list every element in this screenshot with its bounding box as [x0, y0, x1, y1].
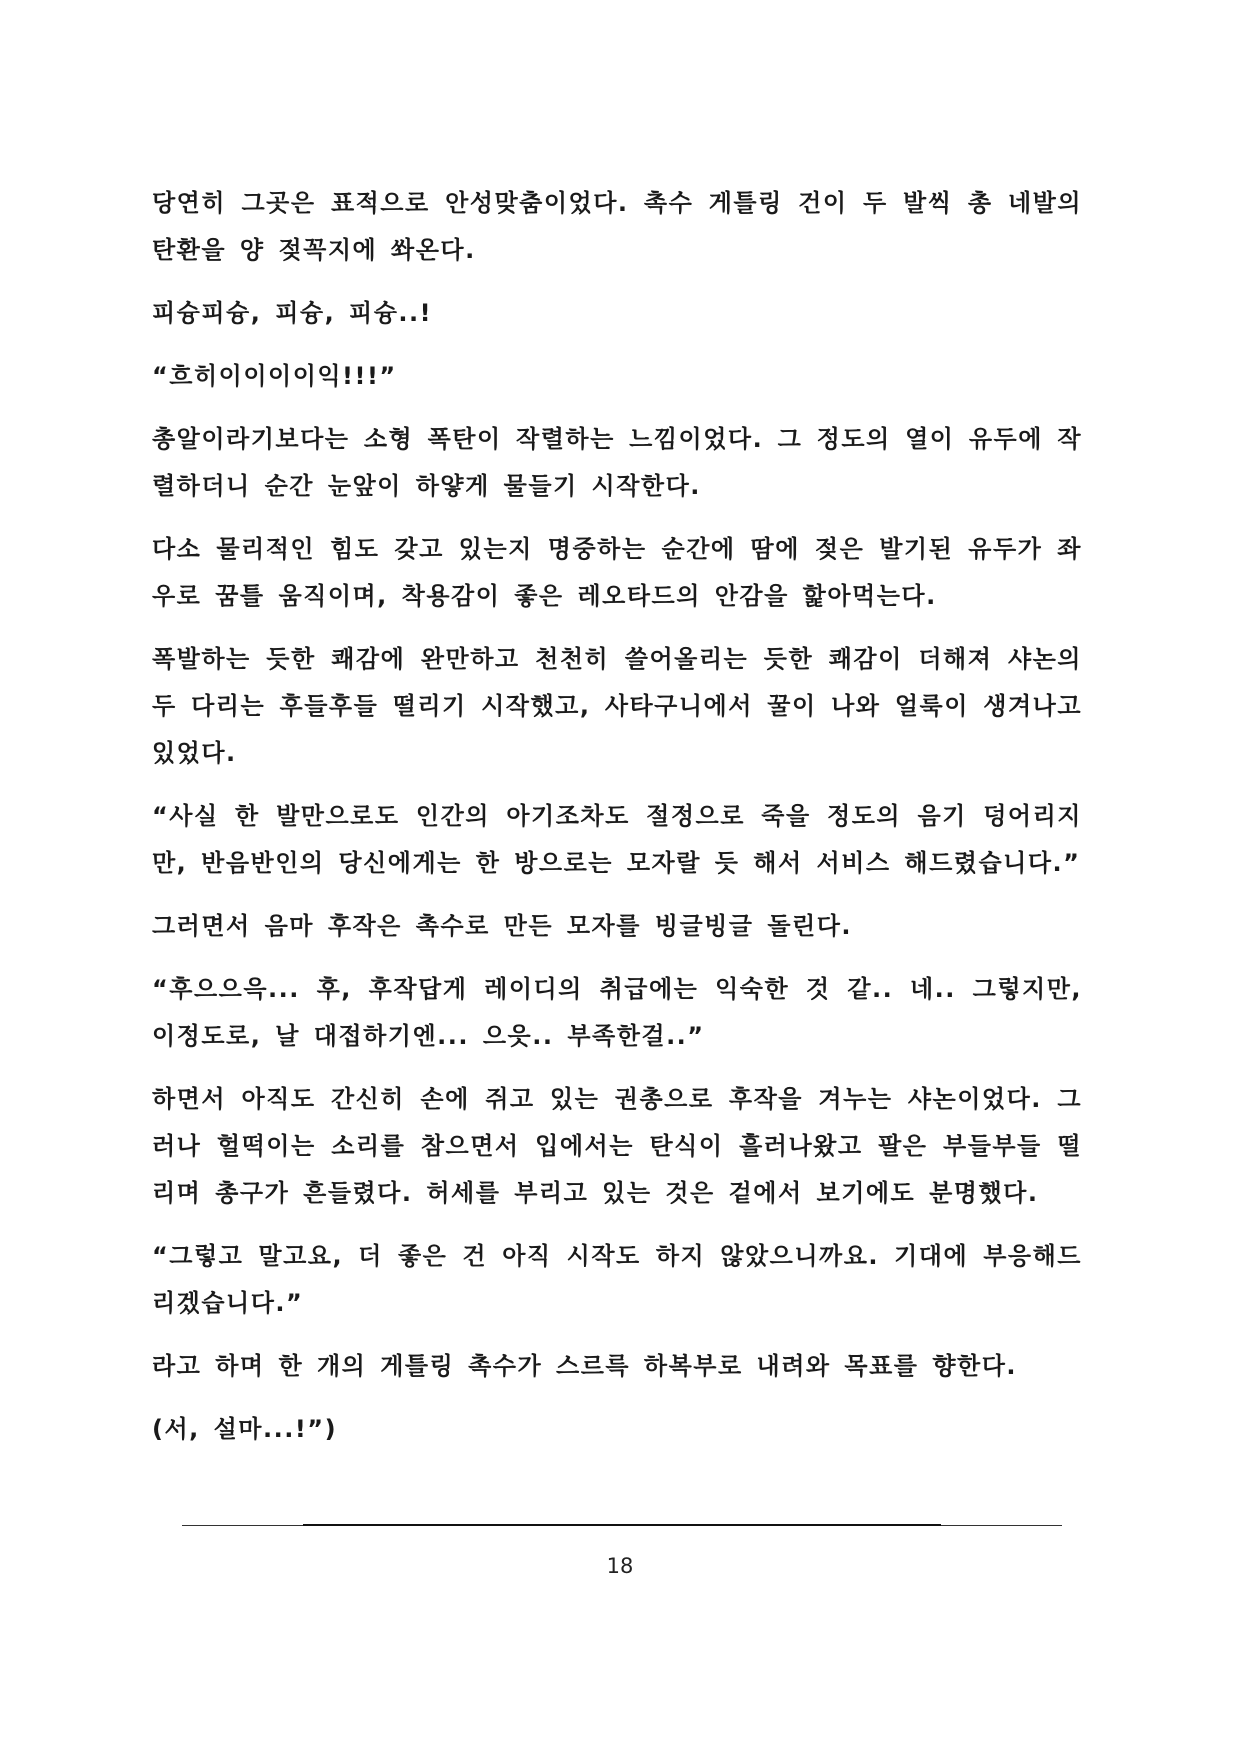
footer-divider-accent — [303, 1524, 941, 1526]
paragraph: 하면서 아직도 간신히 손에 쥐고 있는 권총으로 후작을 겨누는 샤논이었다. 그러나 헐떡이는 소리를 참으면서 입에서는 탄식이 흘러나왔고 팔은 부들부들 떨리며 총구가 흔들렸다. 허세를 부리고 있는 것은 겉에서 보기에도 분명했다. — [152, 1085, 1082, 1207]
paragraph: “그렇고 말고요, 더 좋은 건 아직 시작도 하지 않았으니까요. 기대에 부응해드리겠습니다.” — [152, 1242, 1082, 1317]
paragraph: (서, 설마...!”) — [152, 1415, 338, 1443]
body-text — [152, 180, 1082, 1469]
paragraph: 총알이라기보다는 소형 폭탄이 작렬하는 느낌이었다. 그 정도의 열이 유두에 작렬하더니 순간 눈앞이 하얗게 물들기 시작한다. — [152, 425, 1082, 500]
paragraph: 폭발하는 듯한 쾌감에 완만하고 천천히 쓸어올리는 듯한 쾌감이 더해져 샤논의 두 다리는 후들후들 떨리기 시작했고, 사타구니에서 꿀이 나와 얼룩이 생겨나고 있었다. — [152, 645, 1082, 767]
page-number: 18 — [606, 1554, 634, 1578]
paragraph: 당연히 그곳은 표적으로 안성맞춤이었다. 촉수 게틀링 건이 두 발씩 총 네발의 탄환을 양 젖꼭지에 쏴온다. — [152, 189, 1082, 264]
paragraph: “흐히이이이이익!!!” — [152, 362, 397, 390]
paragraph: 다소 물리적인 힘도 갖고 있는지 명중하는 순간에 땀에 젖은 발기된 유두가 좌우로 꿈틀 움직이며, 착용감이 좋은 레오타드의 안감을 핥아먹는다. — [152, 535, 1082, 610]
paragraph: “사실 한 발만으로도 인간의 아기조차도 절정으로 죽을 정도의 음기 덩어리지만, 반음반인의 당신에게는 한 방으로는 모자랄 듯 해서 서비스 해드렸습니다.” — [152, 802, 1082, 877]
paragraph: 피슝피슝, 피슝, 피슝..! — [152, 299, 433, 327]
paragraph: “후으으윽... 후, 후작답게 레이디의 취급에는 익숙한 것 같.. 네.. 그렇지만, 이정도로, 날 대접하기엔... 으읏.. 부족한걸..” — [152, 975, 1082, 1050]
paragraph: 라고 하며 한 개의 게틀링 촉수가 스르륵 하복부로 내려와 목표를 향한다. — [152, 1352, 1018, 1380]
paragraph: 그러면서 음마 후작은 촉수로 만든 모자를 빙글빙글 돌린다. — [152, 912, 853, 940]
